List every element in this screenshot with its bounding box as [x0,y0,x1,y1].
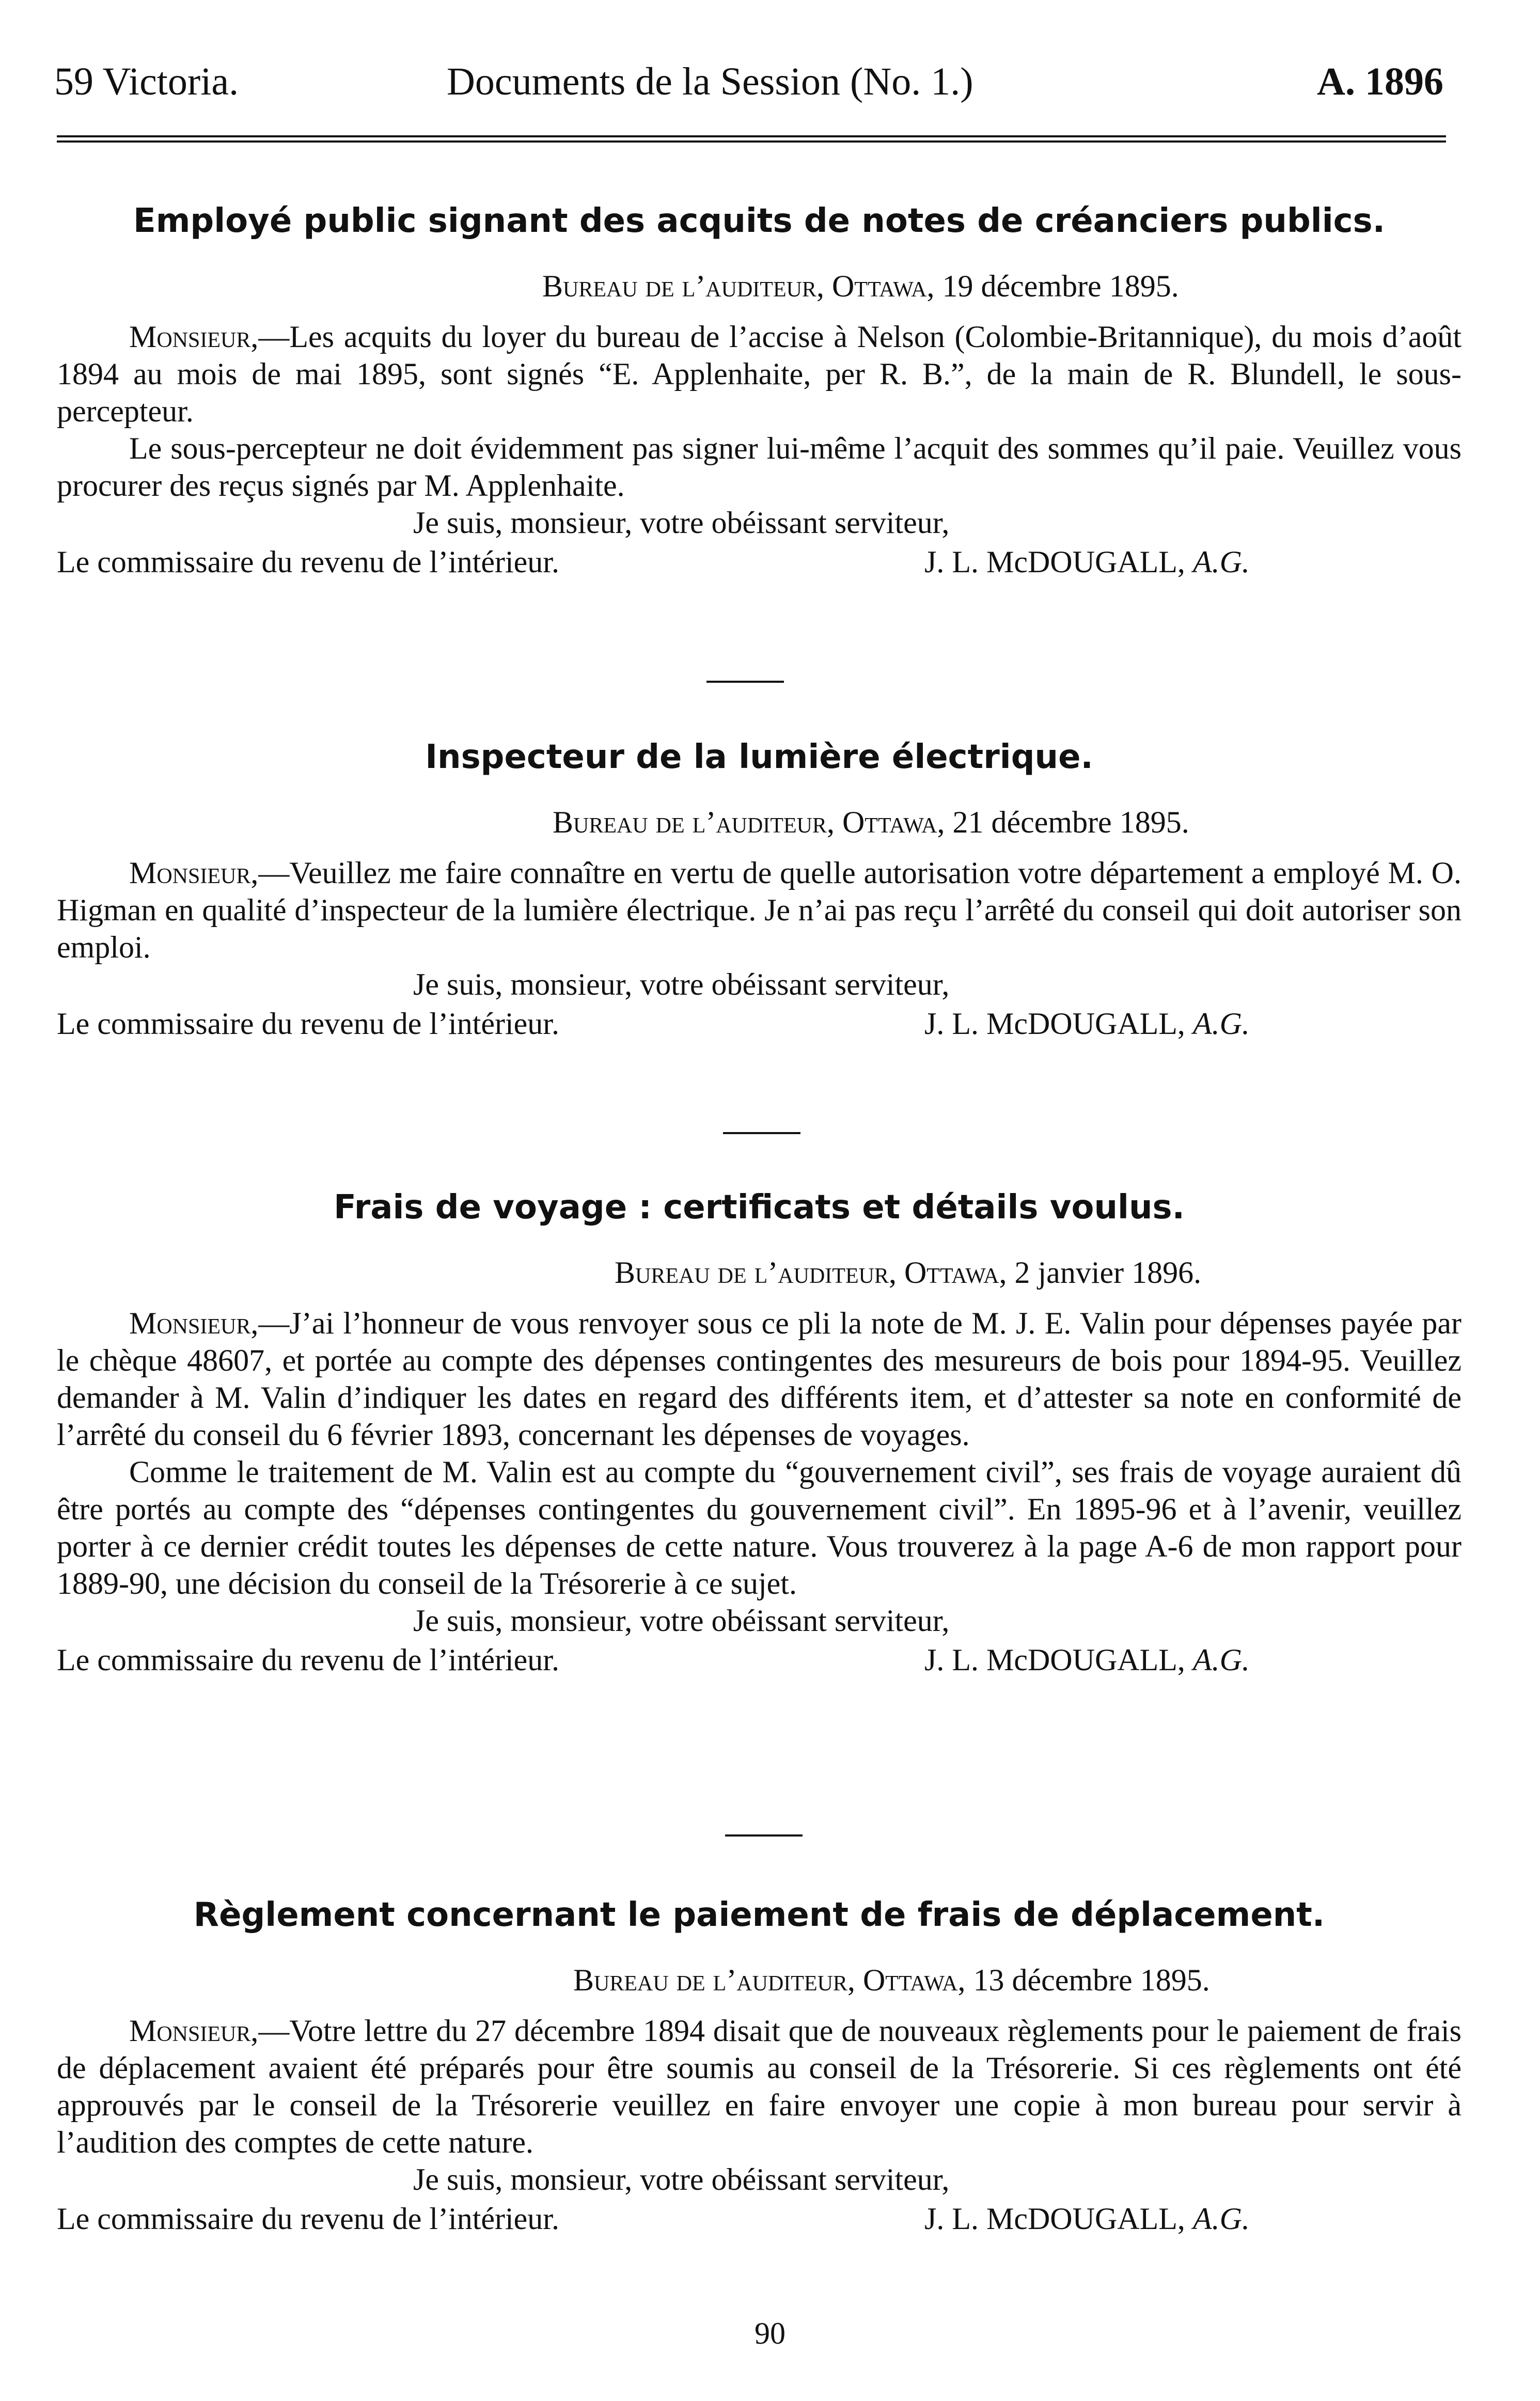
letter-body [57,318,1462,504]
signature-row [57,2198,1462,2239]
header-double-rule [57,135,1446,143]
dateline-bureau: Bureau de l’auditeur, [573,1963,855,1997]
section-title: Règlement concernant le paiement de frais de déplacement. [193,1896,1325,1934]
dateline-date: 21 décembre 1895. [952,805,1189,839]
paragraph: Monsieur,—Votre lettre du 27 décembre 1894 disait que de nouveaux règlements pour le paiement de frais de déplacement avaient été préparés pour être soumis au conseil de la Trésorerie. Si ces règlements ont été approuvés par le conseil de la Trésorerie veuillez en faire envoyer une copie à mon bureau pour servir à l’audition des comptes de cette nature. [57,2014,1462,2159]
section-separator [706,681,784,683]
letter-section-4 [57,1890,1462,2239]
dateline [57,263,1462,309]
signature: J. L. McDOUGALL, A.G. [924,2202,1250,2236]
dateline [57,1957,1462,2003]
salutation: Monsieur, [129,1306,259,1340]
section-separator [725,1834,803,1837]
dateline-date: 2 janvier 1896. [1014,1256,1202,1290]
dateline-place: Ottawa, [831,269,935,303]
dateline-place: Ottawa, [862,1963,966,1997]
header-title: Documents de la Session (No. 1.) [447,60,973,103]
header-year: A. 1896 [1317,60,1443,103]
dateline-bureau: Bureau de l’auditeur, [615,1256,897,1290]
closing-line: Je suis, monsieur, votre obéissant serviteur, [413,506,950,540]
signature: J. L. McDOUGALL, A.G. [924,1643,1250,1677]
paragraph: Monsieur,—Les acquits du loyer du bureau de l’accise à Nelson (Colombie-Britannique), du mois d’août 1894 au mois de mai 1895, sont signés “E. Applenhaite, per R. B.”, de la main de R. Blundell, le sous-percepteur. [57,320,1462,428]
letter-section-2 [57,732,1462,1044]
dateline-date: 13 décembre 1895. [973,1963,1210,1997]
letter-body [57,854,1462,966]
signature-row [57,1003,1462,1044]
signature-row [57,1639,1462,1681]
closing-line: Je suis, monsieur, votre obéissant serviteur, [413,2162,950,2196]
signature: J. L. McDOUGALL, A.G. [924,1007,1250,1041]
paragraph: Monsieur,—Veuillez me faire connaître en vertu de quelle autorisation votre département a employé M. O. Higman en qualité d’inspecteur de la lumière électrique. Je n’ai pas reçu l’arrêté du conseil qui doit autoriser son emploi. [57,856,1462,964]
salutation: Monsieur, [129,320,259,354]
paragraph: Comme le traitement de M. Valin est au compte du “gouvernement civil”, ses frais de voyage auraient dû être portés au compte des “dépenses contingentes du gouvernement civil”. En 1895-96 et à l’avenir, veuillez porter à ce dernier crédit toutes les dépenses de cette nature. Vous trouverez à la page A-6 de mon rapport pour 1889-90, une décision du conseil de la Trésorerie à ce sujet. [57,1455,1462,1600]
dateline-date: 19 décembre 1895. [942,269,1179,303]
addressee: Le commissaire du revenu de l’intérieur. [57,545,559,579]
letter-body [57,2012,1462,2161]
header-volume: 59 Victoria. [54,60,239,103]
page-number: 90 [755,2316,785,2350]
dateline-bureau: Bureau de l’auditeur, [553,805,835,839]
salutation: Monsieur, [129,2014,259,2048]
addressee: Le commissaire du revenu de l’intérieur. [57,1007,559,1041]
dateline-place: Ottawa, [904,1256,1007,1290]
addressee: Le commissaire du revenu de l’intérieur. [57,2202,559,2236]
letter-section-1 [57,196,1462,583]
section-title: Employé public signant des acquits de notes de créanciers publics. [133,202,1386,240]
paragraph: Monsieur,—J’ai l’honneur de vous renvoyer sous ce pli la note de M. J. E. Valin pour dépenses payée par le chèque 48607, et portée au compte des dépenses contingentes des mesureurs de bois pour 1894-95. Veuillez demander à M. Valin d’indiquer les dates en regard des différents item, et d’attester sa note en conformité de l’arrêté du conseil du 6 février 1893, concernant les dépenses de voyages. [57,1306,1462,1452]
section-title: Frais de voyage : certificats et détails voulus. [334,1188,1185,1227]
closing-line: Je suis, monsieur, votre obéissant serviteur, [413,967,950,1001]
section-separator [723,1132,800,1134]
running-header [54,56,1443,107]
signature: J. L. McDOUGALL, A.G. [924,545,1250,579]
closing-line: Je suis, monsieur, votre obéissant serviteur, [413,1604,950,1638]
dateline-place: Ottawa, [842,805,945,839]
letter-section-3 [57,1183,1462,1681]
letter-body [57,1305,1462,1602]
salutation: Monsieur, [129,856,259,890]
dateline-bureau: Bureau de l’auditeur, [542,269,824,303]
signature-row [57,541,1462,583]
dateline [57,799,1462,845]
paragraph: Le sous-percepteur ne doit évidemment pas signer lui-même l’acquit des sommes qu’il paie. Veuillez vous procurer des reçus signés par M. Applenhaite. [57,431,1462,503]
dateline [57,1250,1462,1295]
addressee: Le commissaire du revenu de l’intérieur. [57,1643,559,1677]
section-title: Inspecteur de la lumière électrique. [425,738,1093,776]
